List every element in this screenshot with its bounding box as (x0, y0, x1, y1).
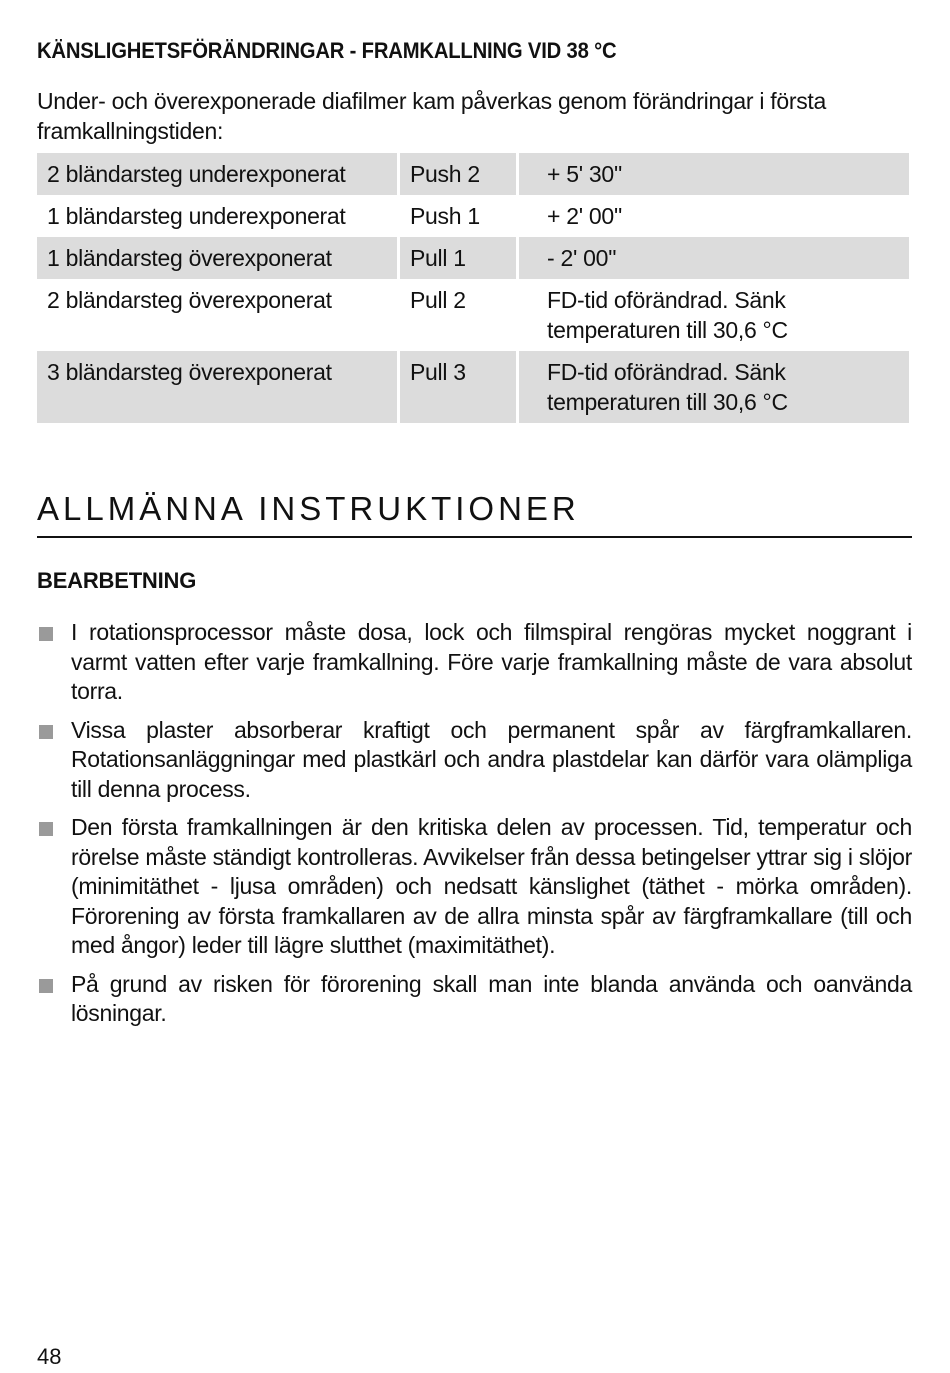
table-row (37, 153, 909, 195)
list-item-text: På grund av risken för förorening skall man inte blanda använda och oanvända lösningar. (71, 970, 912, 1026)
list-item-text: I rotationsprocessor måste dosa, lock och filmspiral rengöras mycket noggrant i varmt vatten efter varje framkallning. Före varje framkallning måste de vara absolut torra. (71, 619, 912, 704)
list-item-text: Vissa plaster absorberar kraftigt och permanent spår av färgframkallaren. Rotationsanläggningar med plastkärl och andra plastdelar kan därför vara olämpliga till denna process. (71, 716, 912, 802)
process-cell: Push 2 (400, 153, 519, 195)
process-cell: Push 1 (400, 195, 519, 237)
main-heading: ALLMÄNNA INSTRUKTIONER (37, 490, 912, 538)
process-cell: Pull 1 (400, 237, 519, 279)
square-bullet-icon (39, 627, 53, 641)
time-cell: - 2' 00'' (519, 237, 909, 279)
bullet-list (37, 618, 912, 1038)
section-heading: KÄNSLIGHETSFÖRÄNDRINGAR - FRAMKALLNING VID 38 °C (37, 38, 617, 63)
table-row (37, 237, 909, 279)
exposure-cell: 2 bländarsteg överexponerat (37, 279, 400, 351)
table-row (37, 279, 909, 351)
time-cell: + 2' 00'' (547, 203, 623, 229)
list-item (37, 618, 912, 707)
page-number: 48 (37, 1344, 62, 1369)
list-item (37, 813, 912, 961)
sub-heading: BEARBETNING (37, 568, 197, 593)
list-item-text: Den första framkallningen är den kritiska delen av processen. Tid, temperatur och rörelse måste ständigt kontrolleras. Avvikelser från dessa betingelser yttrar sig i slöjor (minimitäthet - ljusa områden) och nedsatt känslighet (täthet - mörka områden). Förorening av första framkallaren av de allra minsta spår av färgframkallare (till och med ångor) leder till lägre slutthet (maximitäthet). (71, 814, 912, 958)
list-item (37, 716, 912, 805)
exposure-cell: 2 bländarsteg underexponerat (37, 153, 400, 195)
time-cell: + 5' 30'' (519, 153, 909, 195)
table-row (37, 351, 909, 423)
square-bullet-icon (39, 822, 53, 836)
exposure-cell: 3 bländarsteg överexponerat (37, 351, 400, 423)
table-row (37, 195, 909, 237)
time-cell: FD-tid oförändrad. Sänk temperaturen till 30,6 °C (547, 287, 788, 343)
exposure-cell: 1 bländarsteg överexponerat (37, 237, 400, 279)
list-item (37, 970, 912, 1029)
sensitivity-table (37, 153, 909, 423)
square-bullet-icon (39, 979, 53, 993)
time-cell: FD-tid oförändrad. Sänk temperaturen till 30,6 °C (519, 351, 909, 423)
square-bullet-icon (39, 725, 53, 739)
exposure-cell: 1 bländarsteg underexponerat (37, 195, 400, 237)
process-cell: Pull 3 (400, 351, 519, 423)
intro-paragraph: Under- och överexponerade diafilmer kam påverkas genom förändringar i första framkallningstiden: (37, 88, 826, 144)
process-cell: Pull 2 (400, 279, 519, 351)
